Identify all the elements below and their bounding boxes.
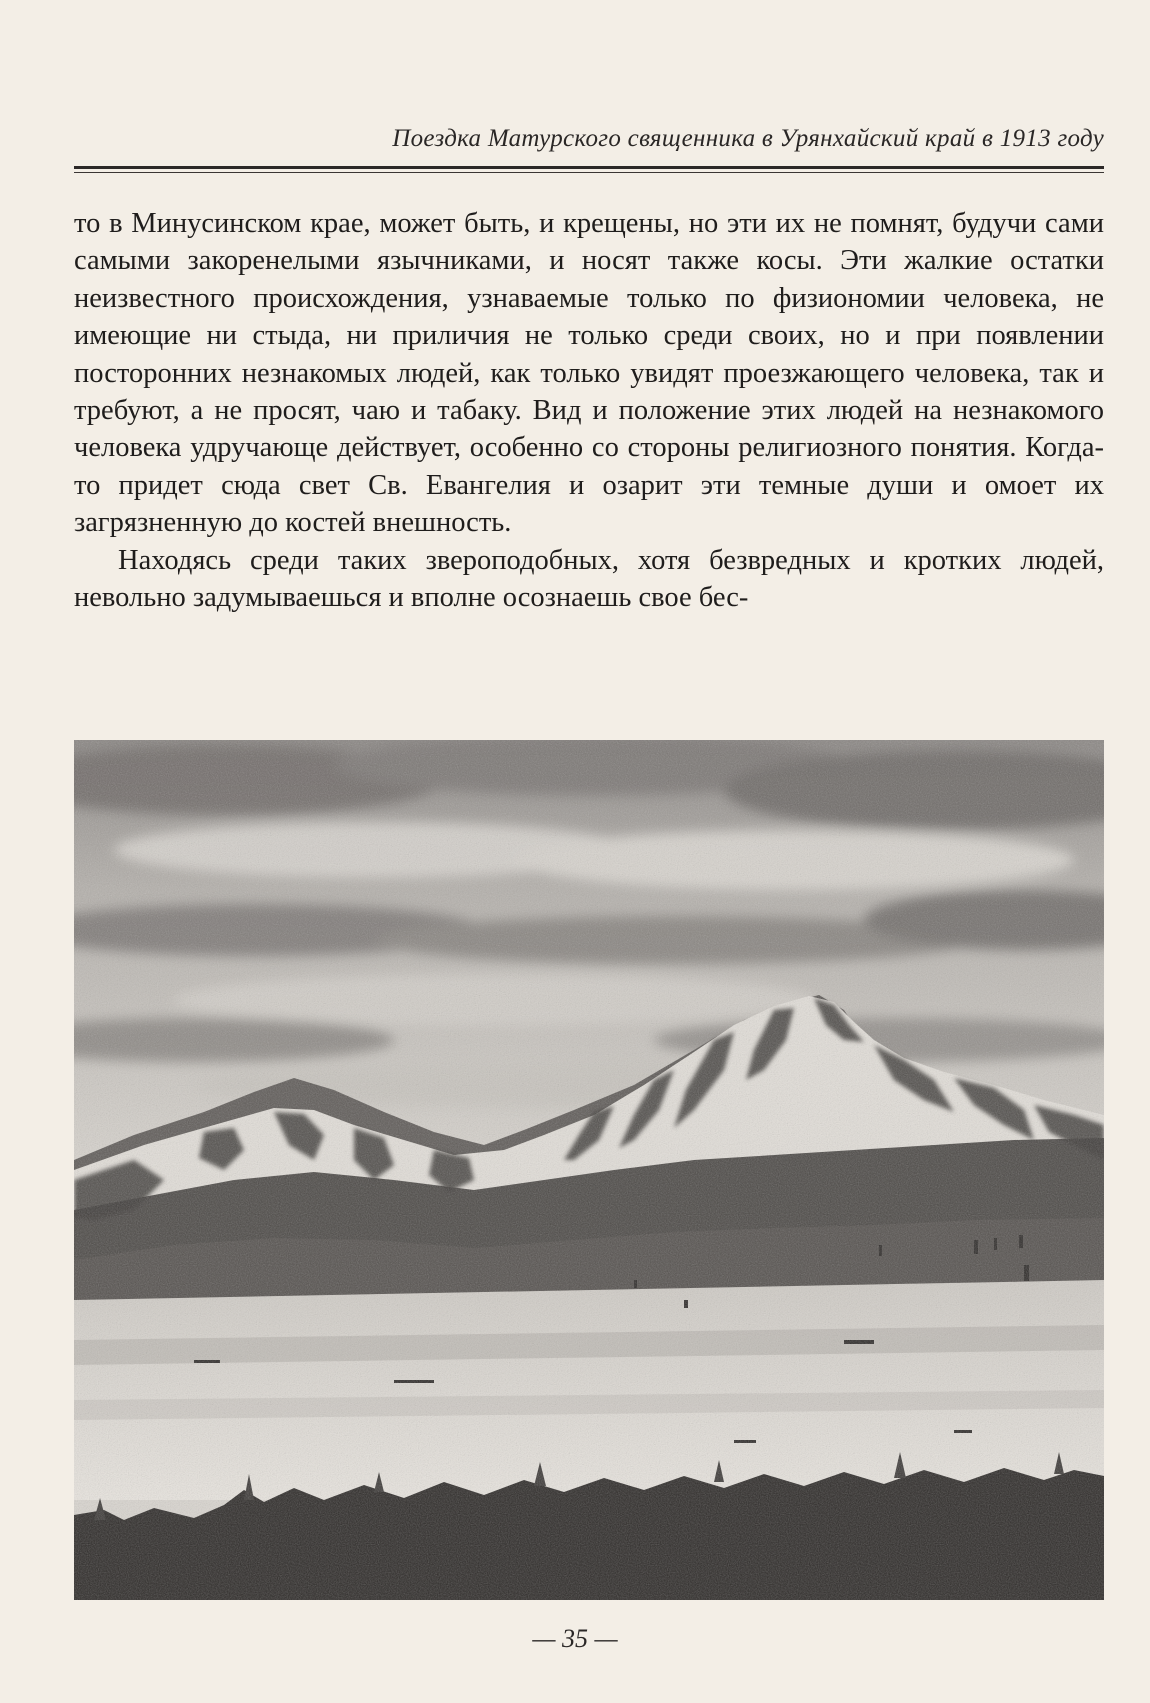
paragraph: Находясь среди таких звероподобных, хотя безвредных и кротких людей, невольно задумываешься и вполне осознаешь свое бес- [74,544,1104,614]
mountain-photograph [74,740,1104,1600]
running-title: Поездка Матурского священника в Урянхайский край в 1913 году [392,125,1104,152]
page-number: — 35 — [532,1624,618,1653]
header-rule-thick [74,166,1104,169]
header-rule-thin [74,172,1104,173]
paragraph-continued: то в Минусинском крае, может быть, и крещены, но эти их не помнят, будучи сами самыми закоренелыми язычниками, и носят также косы. Эти жалкие остатки неизвестного происхождения, узнаваемые только по физиономии человека, не имеющие ни стыда, ни приличия не только среди своих, но и при появлении посторонних незнакомых людей, как только увидят проезжающего человека, так и требуют, а не просят, чаю и табаку. Вид и положение этих людей на незнакомого человека удручающе действует, особенно со стороны религиозного понятия. Когда-то придет сюда свет Св. Евангелия и озарит эти темные души и омоет их загрязненную до костей внешность. [74,208,1104,539]
body-text [74,205,1104,616]
